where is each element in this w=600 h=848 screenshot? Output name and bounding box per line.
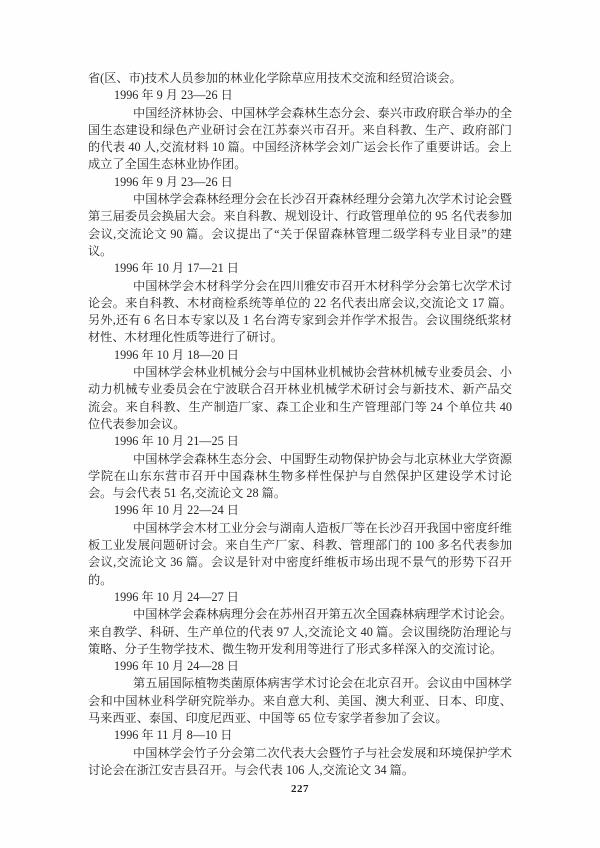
entry-body: 中国经济林协会、中国林学会森林生态分会、泰兴市政府联合举办的全国生态建设和绿色产业研讨会在江苏泰兴市召开。来自科教、生产、政府部门的代表 40 人,交流材料 10 篇。中国经济林学会刘广运会长作了重要讲话。会上成立了全国生态林业协作团。 (88, 105, 512, 172)
event-entry (88, 260, 512, 346)
event-entry (88, 87, 512, 173)
event-entry (88, 347, 512, 433)
entry-body: 第五届国际植物类菌原体病害学术讨论会在北京召开。会议由中国林学会和中国林业科学研究院举办。来自意大利、美国、澳大利亚、日本、印度、马来西亚、泰国、印度尼西亚、中国等 65 位专家学者参加了会议。 (88, 676, 512, 725)
entry-date: 1996 年 10 月 17—21 日 (114, 261, 239, 276)
entry-body: 中国林学会木材工业分会与湖南人造板厂等在长沙召开我国中密度纤维板工业发展问题研讨会。来自生产厂家、科教、管理部门的 100 多名代表参加会议,交流论文 36 篇。会议是针对中密度纤维板市场出现不景气的形势下召开的。 (88, 520, 512, 587)
entry-date: 1996 年 10 月 21—25 日 (114, 434, 239, 449)
entry-date: 1996 年 9 月 23—26 日 (114, 174, 233, 189)
entry-body: 中国林学会森林病理分会在苏州召开第五次全国森林病理学术讨论会。来自教学、科研、生产单位的代表 97 人,交流论文 40 篇。会议围绕防治理论与策略、分子生物学技术、微生物开发利用等进行了形式多样深入的交流讨论。 (88, 607, 512, 656)
page-body-text (88, 70, 512, 779)
event-entry (88, 589, 512, 658)
event-entry (88, 658, 512, 727)
entry-date: 1996 年 9 月 23—26 日 (114, 88, 233, 103)
event-entry (88, 174, 512, 260)
event-entry (88, 502, 512, 588)
entry-body: 中国林学会木材科学分会在四川雅安市召开木材科学分会第七次学术讨论会。来自科教、木材商检系统等单位的 22 名代表出席会议,交流论文 17 篇。另外,还有 6 名日本专家以及 1 名台湾专家到会并作学术报告。会议围绕纸浆材材性、木材理化性质等进行了研讨。 (88, 278, 512, 345)
entry-date: 1996 年 11 月 8—10 日 (114, 728, 233, 743)
event-entry (88, 433, 512, 502)
entry-body: 中国林学会森林经理分会在长沙召开森林经理分会第九次学术讨论会暨第三届委员会换届大会。来自科教、规划设计、行政管理单位的 95 名代表参加会议,交流论文 90 篇。会议提出了“关于保留森林管理二级学科专业目录”的建议。 (88, 192, 512, 258)
event-entry (88, 727, 512, 779)
entry-date: 1996 年 10 月 24—27 日 (114, 589, 239, 604)
entry-date: 1996 年 10 月 24—28 日 (114, 659, 239, 674)
continuation-paragraph: 省(区、市)技术人员参加的林业化学除草应用技术交流和经贸洽谈会。 (88, 71, 462, 85)
page-number: 227 (291, 783, 309, 795)
entry-body: 中国林学会竹子分会第二次代表大会暨竹子与社会发展和环境保护学术讨论会在浙江安吉县召开。与会代表 106 人,交流论文 34 篇。 (88, 745, 512, 777)
entry-body: 中国林学会森林生态分会、中国野生动物保护协会与北京林业大学资源学院在山东东营市召开中国森林生物多样性保护与自然保护区建设学术讨论会。与会代表 51 名,交流论文 28 篇。 (88, 451, 512, 501)
entry-date: 1996 年 10 月 18—20 日 (114, 347, 239, 362)
entry-date: 1996 年 10 月 22—24 日 (114, 503, 239, 518)
entry-body: 中国林学会林业机械分会与中国林业机械协会营林机械专业委员会、小动力机械专业委员会在宁波联合召开林业机械学术研讨会与新技术、新产品交流会。来自科教、生产制造厂家、森工企业和生产管理部门等 24 个单位共 40 位代表参加会议。 (88, 365, 512, 431)
